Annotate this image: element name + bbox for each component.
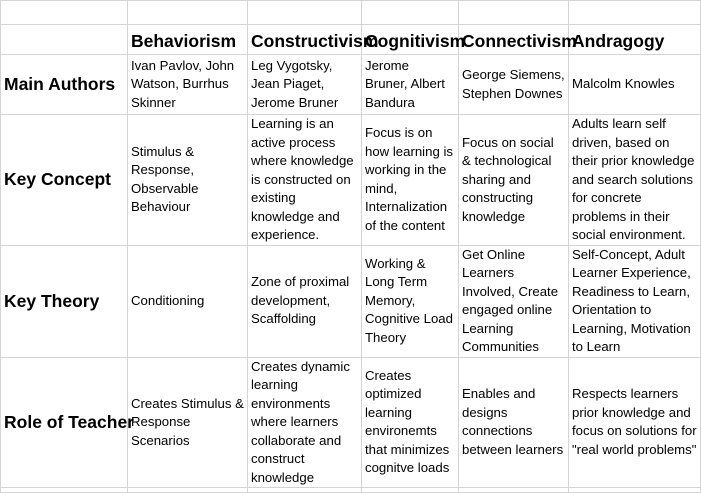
table-cell: Creates optimized learning environemts that minimizes cognitve loads bbox=[362, 357, 459, 488]
trailing-row bbox=[1, 488, 701, 493]
table-cell: Adults learn self driven, based on their prior knowledge and search solutions for concrete problems in their social environment. bbox=[569, 115, 701, 246]
table-cell: Conditioning bbox=[128, 245, 248, 357]
table-cell: Creates dynamic learning environments where learners collaborate and construct knowledge bbox=[248, 357, 362, 488]
empty-cell bbox=[248, 1, 362, 25]
empty-cell bbox=[128, 488, 248, 493]
table-cell: Get Online Learners Involved, Create engaged online Learning Communities bbox=[459, 245, 569, 357]
table-cell: Jerome Bruner, Albert Bandura bbox=[362, 55, 459, 115]
table-cell: Working & Long Term Memory, Cognitive Load Theory bbox=[362, 245, 459, 357]
empty-cell bbox=[459, 1, 569, 25]
table-cell: George Siemens, Stephen Downes bbox=[459, 55, 569, 115]
table-cell: Zone of proximal development, Scaffolding bbox=[248, 245, 362, 357]
empty-cell bbox=[459, 488, 569, 493]
table-row-role-of-teacher bbox=[1, 357, 701, 488]
empty-cell bbox=[1, 488, 128, 493]
corner-cell bbox=[1, 25, 128, 55]
table-cell: Learning is an active process where knowledge is constructed on existing knowledge and experience. bbox=[248, 115, 362, 246]
header-row bbox=[1, 25, 701, 55]
table-row-key-theory bbox=[1, 245, 701, 357]
column-header-connectivism: Connectivism bbox=[459, 25, 569, 55]
column-header-behaviorism: Behaviorism bbox=[128, 25, 248, 55]
table-cell: Stimulus & Response, Observable Behaviour bbox=[128, 115, 248, 246]
column-header-andragogy: Andragogy bbox=[569, 25, 701, 55]
spacer-row bbox=[1, 1, 701, 25]
row-header-main-authors: Main Authors bbox=[1, 55, 128, 115]
column-header-cognitivism: Cognitivism bbox=[362, 25, 459, 55]
empty-cell bbox=[569, 488, 701, 493]
table-cell: Enables and designs connections between learners bbox=[459, 357, 569, 488]
table-cell: Self-Concept, Adult Learner Experience, Readiness to Learn, Orientation to Learning, Motivation to Learn bbox=[569, 245, 701, 357]
table-row-key-concept bbox=[1, 115, 701, 246]
row-header-role-of-teacher: Role of Teacher bbox=[1, 357, 128, 488]
table-cell: Leg Vygotsky, Jean Piaget, Jerome Bruner bbox=[248, 55, 362, 115]
empty-cell bbox=[128, 1, 248, 25]
table-cell: Ivan Pavlov, John Watson, Burrhus Skinner bbox=[128, 55, 248, 115]
table-row-main-authors bbox=[1, 55, 701, 115]
empty-cell bbox=[362, 1, 459, 25]
empty-cell bbox=[1, 1, 128, 25]
table-cell: Respects learners prior knowledge and focus on solutions for "real world problems" bbox=[569, 357, 701, 488]
row-header-key-concept: Key Concept bbox=[1, 115, 128, 246]
table-cell: Creates Stimulus & Response Scenarios bbox=[128, 357, 248, 488]
empty-cell bbox=[569, 1, 701, 25]
empty-cell bbox=[362, 488, 459, 493]
row-header-key-theory: Key Theory bbox=[1, 245, 128, 357]
table-cell: Malcolm Knowles bbox=[569, 55, 701, 115]
table-cell: Focus is on how learning is working in the mind, Internalization of the content bbox=[362, 115, 459, 246]
column-header-constructivism: Constructivism bbox=[248, 25, 362, 55]
empty-cell bbox=[248, 488, 362, 493]
table-cell: Focus on social & technological sharing and constructing knowledge bbox=[459, 115, 569, 246]
